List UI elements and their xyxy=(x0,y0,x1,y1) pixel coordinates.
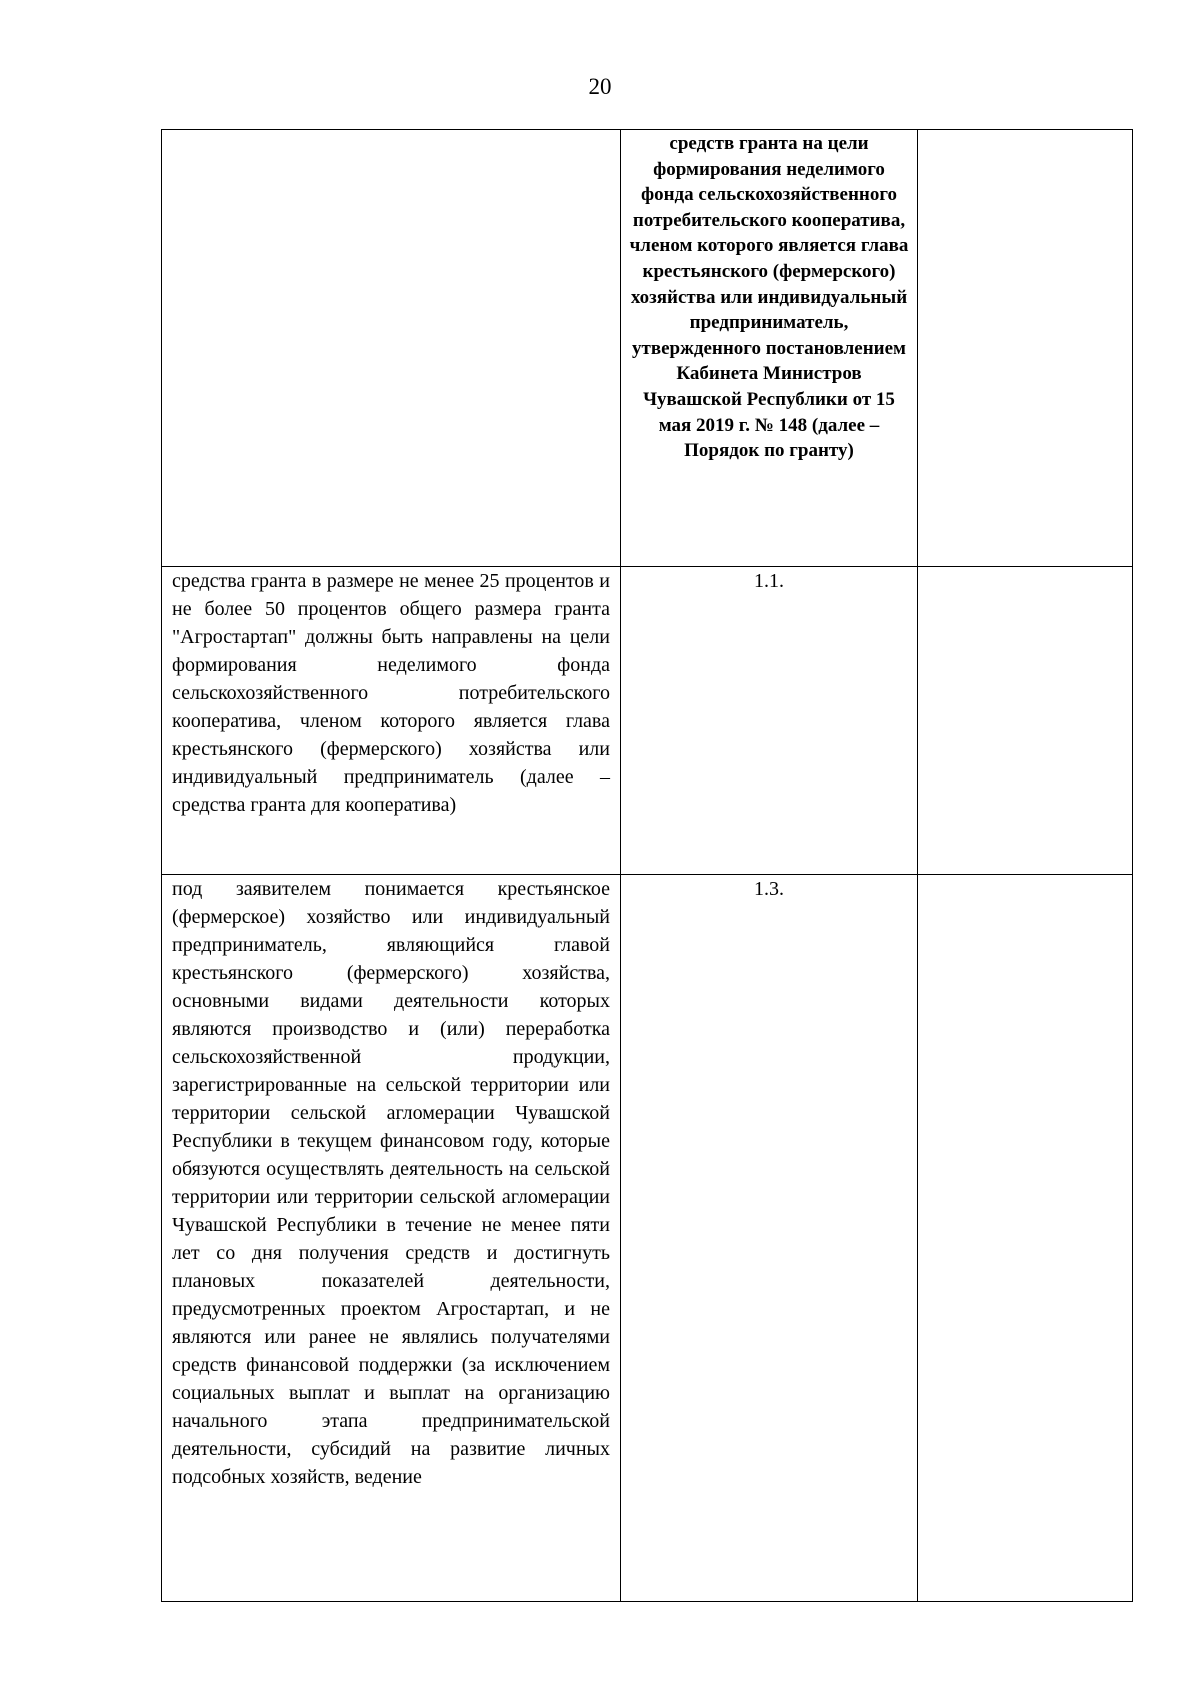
table-cell-clause xyxy=(621,875,918,1602)
row-text: под заявителем понимается крестьянское (фермерское) хозяйство или индивидуальный предприниматель, являющийся главой крестьянского (фермерского) хозяйства, основными видами деятельности которых являются производство и (или) переработка сельскохозяйственной продукции, зарегистрированные на сельской территории или территории сельской агломерации Чувашской Республики в текущем финансовом году, которые обязуются осуществлять деятельность на сельской территории или территории сельской агломерации Чувашской Республики в течение не менее пяти лет со дня получения средств и достигнуть плановых показателей деятельности, предусмотренных проектом Агростартап, и не являются или ранее не являлись получателями средств финансовой поддержки (за исключением социальных выплат и выплат на организацию начального этапа предпринимательской деятельности, субсидий на развитие личных подсобных хозяйств, ведение xyxy=(172,878,610,1488)
table-cell-text xyxy=(162,567,621,875)
table-cell-clause xyxy=(621,567,918,875)
row-text: средства гранта в размере не менее 25 процентов и не более 50 процентов общего размера гранта "Агростартап" должны быть направлены на цели формирования неделимого фонда сельскохозяйственного потребительского кооператива, членом которого является глава крестьянского (фермерского) хозяйства или индивидуальный предприниматель (далее – средства гранта для кооператива) xyxy=(172,570,610,816)
table-row xyxy=(162,875,1133,1602)
table-cell-note xyxy=(918,875,1133,1602)
table-cell-header xyxy=(621,130,918,567)
table-cell-empty xyxy=(162,130,621,567)
comparison-table xyxy=(161,129,1133,1602)
table-row xyxy=(162,130,1133,567)
clause-number: 1.1. xyxy=(754,570,784,592)
table-cell-empty xyxy=(918,130,1133,567)
clause-number: 1.3. xyxy=(754,878,784,900)
table-cell-text xyxy=(162,875,621,1602)
table-row xyxy=(162,567,1133,875)
page-number: 20 xyxy=(588,74,612,99)
header-cell-text: средств гранта на цели формирования неделимого фонда сельскохозяйственного потребительского кооператива, членом которого является глава крестьянского (фермерского) хозяйства или индивидуальный предприниматель, утвержденного постановлением Кабинета Министров Чувашской Республики от 15 мая 2019 г. № 148 (далее – Порядок по гранту) xyxy=(629,133,909,462)
table-cell-note xyxy=(918,567,1133,875)
